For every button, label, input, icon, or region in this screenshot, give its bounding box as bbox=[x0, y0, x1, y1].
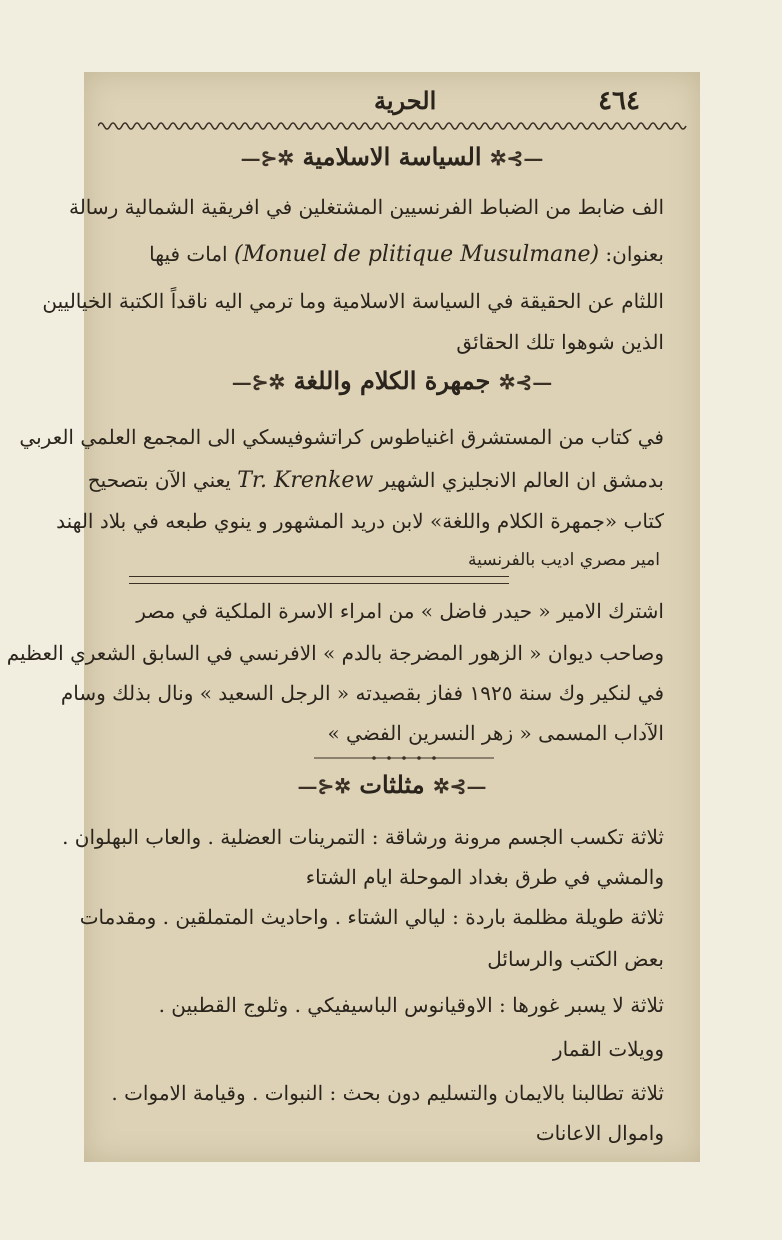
ornament-icon: ✲⊰— bbox=[297, 774, 352, 798]
text-line: وصاحب ديوان « الزهور المضرجة بالدم » الافرنسي في السابق الشعري العظيم bbox=[6, 641, 664, 665]
text-line: في كتاب من المستشرق اغنياطوس كراتشوفيسكي الى المجمع العلمي العربي bbox=[19, 425, 664, 449]
page-number: ٤٦٤ bbox=[598, 86, 640, 116]
section-heading-islamic-politics bbox=[84, 142, 700, 171]
text-line: واموال الاعانات bbox=[535, 1121, 664, 1145]
ornament-icon: —⊱✲ bbox=[498, 370, 553, 394]
text-line bbox=[114, 239, 664, 270]
label-prefix: بعنوان: bbox=[605, 242, 664, 266]
text-line: ثلاثة لا يسبر غورها : الاوقيانوس الباسيفيكي . وثلوج القطبين . bbox=[158, 993, 664, 1017]
ornament-icon: —⊱✲ bbox=[432, 774, 487, 798]
text-line: ثلاثة طويلة مظلمة باردة : ليالي الشتاء . واحاديث المتملقين . ومقدمات bbox=[79, 905, 664, 929]
latin-name: Tr. Krenkew bbox=[237, 468, 374, 493]
section-title: جمهرة الكلام واللغة bbox=[293, 366, 491, 395]
text-line: الآداب المسمى « زهر النسرين الفضي » bbox=[327, 721, 664, 745]
text-fragment: امات فيها bbox=[149, 242, 228, 266]
text-line: الف ضابط من الضباط الفرنسيين المشتغلين في افريقية الشمالية رسالة bbox=[68, 195, 664, 219]
ornament-icon: —⊱✲ bbox=[489, 146, 544, 170]
running-title: الحرية bbox=[374, 86, 437, 115]
text-line: اللثام عن الحقيقة في السياسة الاسلامية وما ترمي اليه ناقداً الكتبة الخياليين bbox=[42, 289, 664, 313]
text-line: كتاب «جمهرة الكلام واللغة» لابن دريد المشهور و ينوي طبعه في بلاد الهند bbox=[56, 509, 664, 533]
text-line: في لنكير وك سنة ١٩٢٥ ففاز بقصيدته « الرجل السعيد » ونال بذلك وسام bbox=[60, 681, 664, 705]
text-line: والمشي في طرق بغداد الموحلة ايام الشتاء bbox=[305, 865, 664, 889]
document-page bbox=[6, 72, 700, 1162]
text-line: اشترك الامير « حيدر فاضل » من امراء الاسرة الملكية في مصر bbox=[136, 599, 664, 623]
ornament-icon: ✲⊰— bbox=[231, 370, 286, 394]
dotted-rule-divider bbox=[314, 754, 494, 762]
text-fragment: بدمشق ان العالم الانجليزي الشهير bbox=[379, 468, 664, 492]
text-line: ثلاثة تطالبنا بالايمان والتسليم دون بحث : النبوات . وقيامة الاموات . bbox=[111, 1081, 664, 1105]
text-line bbox=[87, 465, 664, 496]
wavy-rule-divider bbox=[98, 120, 688, 132]
text-line: وويلات القمار bbox=[552, 1037, 664, 1061]
text-line: الذين شوهوا تلك الحقائق bbox=[456, 330, 664, 354]
text-fragment: يعني الآن بتصحيح bbox=[87, 468, 231, 492]
section-title: السياسة الاسلامية bbox=[302, 142, 482, 171]
section-title: مثلثات bbox=[359, 770, 425, 799]
ornament-icon: ✲⊰— bbox=[240, 146, 295, 170]
double-rule-divider bbox=[129, 576, 509, 584]
text-line: بعض الكتب والرسائل bbox=[487, 947, 664, 971]
text-line: ثلاثة تكسب الجسم مرونة ورشاقة : التمرينات العضلية . والعاب البهلوان . bbox=[62, 825, 664, 849]
page-header bbox=[84, 82, 700, 120]
latin-book-title: (Monuel de plitique Musulmane) bbox=[233, 242, 600, 267]
section-heading-egyptian-prince: امير مصري اديب بالفرنسية bbox=[467, 550, 660, 570]
section-heading-triads bbox=[84, 770, 700, 799]
section-heading-jamhara bbox=[84, 366, 700, 395]
